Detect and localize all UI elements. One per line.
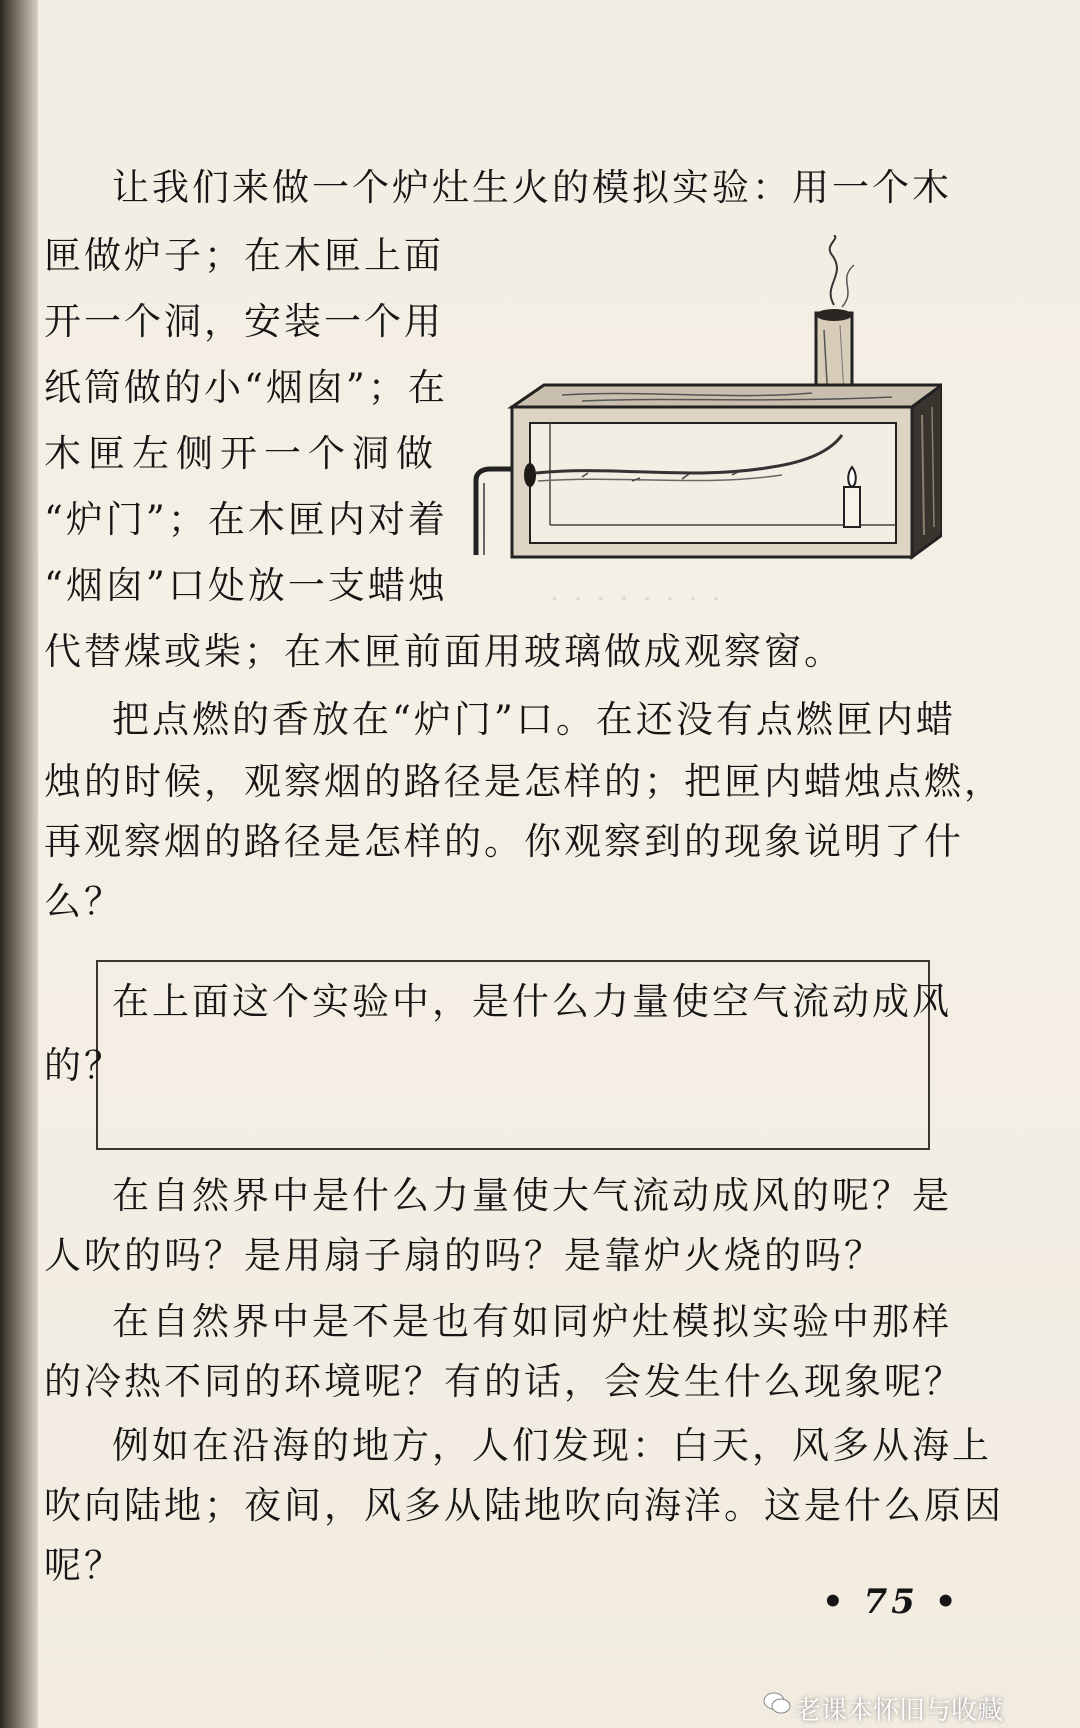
paragraph-5-line-3: 呢？: [44, 1544, 124, 1587]
wechat-icon: [762, 1688, 792, 1718]
paragraph-1-line-4: 纸筒做的小“烟囱”；在: [44, 366, 448, 409]
paragraph-5-line-2: 吹向陆地；夜间，风多从陆地吹向海洋。这是什么原因: [44, 1484, 1004, 1527]
paragraph-1-line-3: 开一个洞，安装一个用: [44, 300, 444, 343]
stove-experiment-illustration: [472, 235, 942, 565]
paragraph-2-line-3: 再观察烟的路径是怎样的。你观察到的现象说明了什: [44, 820, 964, 863]
paragraph-1-line-5: 木匣左侧开一个洞做: [44, 432, 436, 475]
paragraph-1-line-1: 让我们来做一个炉灶生火的模拟实验：用一个木: [112, 166, 952, 209]
candle: [844, 487, 860, 527]
paragraph-1-line-2: 匣做炉子；在木匣上面: [44, 234, 444, 277]
question-box-line-2: 的？: [44, 1044, 124, 1087]
question-box-line-1: 在上面这个实验中，是什么力量使空气流动成风: [112, 980, 952, 1023]
paragraph-2-line-4: 么？: [44, 880, 124, 923]
paragraph-4-line-1: 在自然界中是不是也有如同炉灶模拟实验中那样: [112, 1300, 952, 1343]
watermark-text: 老课本怀旧与收藏: [795, 1696, 1004, 1726]
paragraph-5-line-1: 例如在沿海的地方，人们发现：白天，风多从海上: [112, 1424, 992, 1467]
page-number: • 75 •: [822, 1582, 961, 1622]
paragraph-2-line-2: 烛的时候，观察烟的路径是怎样的；把匣内蜡烛点燃，: [44, 760, 1004, 803]
paragraph-3-line-2: 人吹的吗？是用扇子扇的吗？是靠炉火烧的吗？: [44, 1234, 884, 1277]
paragraph-1-line-8: 代替煤或柴；在木匣前面用玻璃做成观察窗。: [44, 630, 844, 673]
paragraph-1-line-7: “烟囱”口处放一支蜡烛: [44, 564, 448, 607]
spine-shadow: [0, 0, 38, 1728]
paragraph-3-line-1: 在自然界中是什么力量使大气流动成风的呢？是: [112, 1174, 952, 1217]
paragraph-4-line-2: 的冷热不同的环境呢？有的话，会发生什么现象呢？: [44, 1360, 964, 1403]
paragraph-2-line-1: 把点燃的香放在“炉门”口。在还没有点燃匣内蜡: [112, 698, 956, 741]
paragraph-1-line-6: “炉门”；在木匣内对着: [44, 498, 448, 541]
bleed-through-text: · · · · · · · ·: [550, 582, 724, 617]
